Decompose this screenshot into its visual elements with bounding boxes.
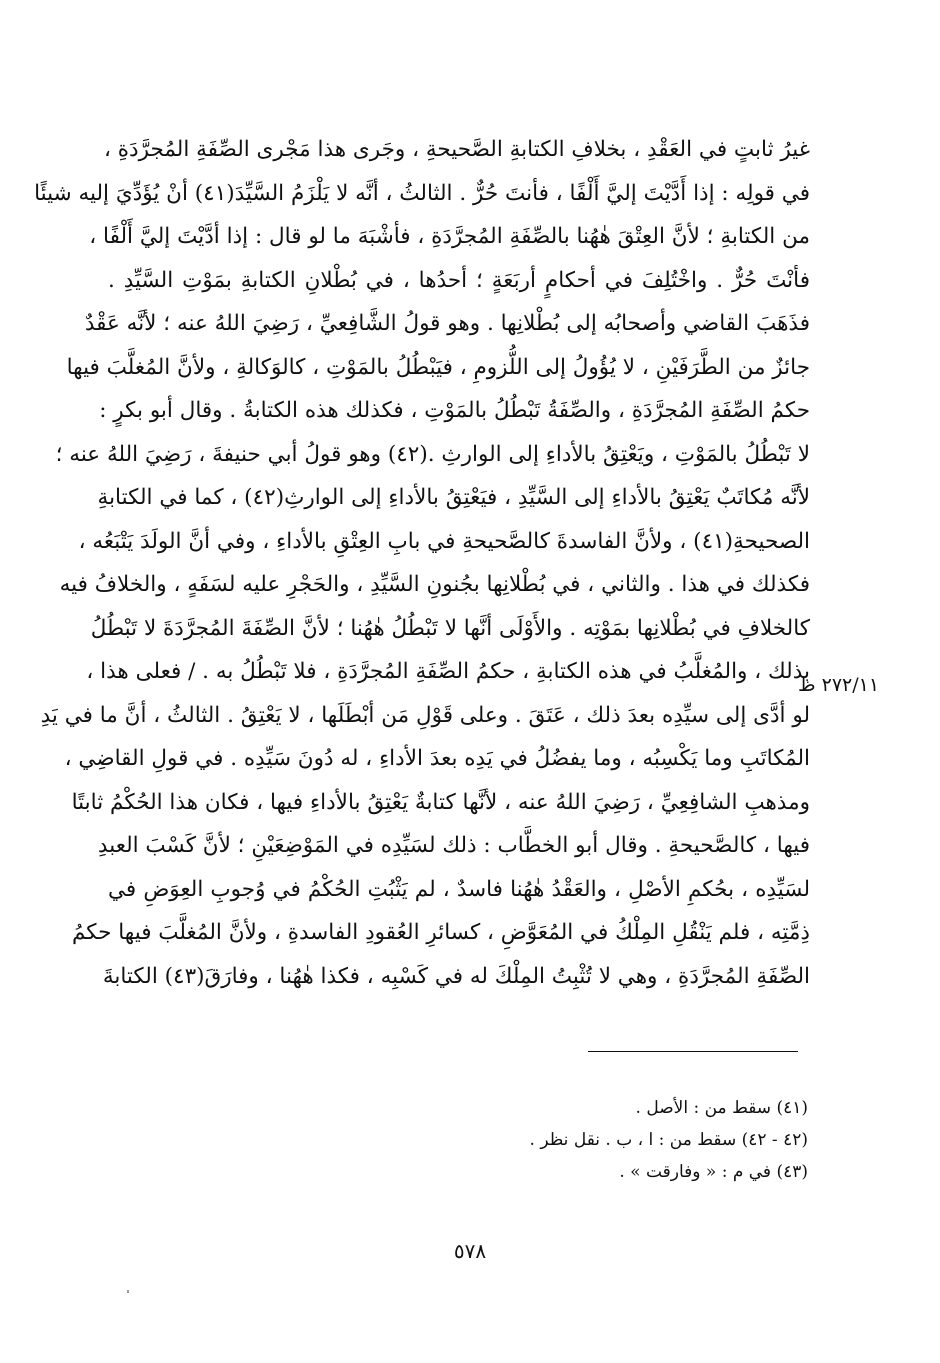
text-line: لأنَّه مُكاتَبٌ يَعْتِقُ بالأداءِ إلى السَّيِّدِ ، فيَعْتِقُ بالأداءِ إلى الوارثِ(٤٢) ، كما في الكتابةِ	[97, 485, 810, 510]
text-line: في قولِه : إذا أَدَّيْتَ إليَّ أَلْفًا ، فأنتَ حُرٌّ . الثالثُ ، أنَّه لا يَلْزَمُ السَّيِّدَ(٤١) أنْ يُؤَدِّيَ إليه شيئًا	[34, 180, 810, 206]
text-line: ومذهبِ الشافِعِيِّ ، رَضِيَ اللهُ عنه ، لأنَّها كتابةٌ يَعْتِقُ بالأداءِ فيها ، فكان هذا الحُكْمُ ثابتًا	[71, 789, 810, 815]
text-line: ذِمَّتِه ، فلم يَنْقُلِ المِلْكُ في المُعَوَّضِ ، كسائرِ العُقودِ الفاسدةِ ، ولأنَّ المُغلَّبَ فيها حكمُ	[71, 920, 810, 945]
text-line: لا تَبْطُلُ بالمَوْتِ ، ويَعْتِقُ بالأداءِ إلى الوارثِ .(٤٢) وهو قولُ أبي حنيفةَ ، رَضِيَ اللهُ عنه ؛	[55, 441, 810, 467]
footnote: (٤١) سقط من : الأصل .	[635, 1098, 808, 1118]
text-line: من الكتابةِ ؛ لأنَّ العِتْقَ هٰهُنا بالصِّفَةِ المُجرَّدَةِ ، فأشْبَهَ ما لو قال : إذا أدَّيْتَ إليَّ أَلْفًا ،	[89, 224, 810, 249]
text-line: كالخلافِ في بُطْلانِها بمَوْتِه . والأَوْلَى أنَّها لا تَبْطُلُ هٰهُنا ؛ لأنَّ الصِّفَةَ المُجرَّدَةَ لا تَبْطُلُ	[90, 615, 810, 641]
text-line: الصِّفَةِ المُجرَّدَةِ ، وهي لا تُثْبِتُ المِلْكَ له في كَسْبِه ، فكذا هٰهُنا ، وفارَقَ(٤٣) الكتابةَ	[102, 963, 810, 989]
text-line: جائزٌ من الطَّرَفَيْنِ ، لا يُؤُولُ إلى اللُّزومِ ، فيَبْطُلُ بالمَوْتِ ، كالوَكالةِ ، ولأنَّ المُغلَّبَ فيها	[66, 354, 810, 380]
text-line: فكذلك في هذا . والثاني ، في بُطْلانِها بجُنونِ السَّيِّدِ ، والحَجْرِ عليه لسَفَهٍ ، والخلافُ فيه	[59, 572, 810, 597]
footnote: (٤٢ - ٤٢) سقط من : ا ، ب . نقل نظر .	[529, 1130, 808, 1150]
text-line: لسَيِّدِه ، بحُكمِ الأصْلِ ، والعَقْدُ هٰهُنا فاسدٌ ، لم يَثْبُتِ الحُكْمُ في وُجوبِ العِوَضِ في	[108, 876, 810, 902]
margin-folio-reference: ٢٧٢/١١ ظ	[798, 674, 880, 696]
text-line: فذَهَبَ القاضي وأصحابُه إلى بُطْلانِها . وهو قولُ الشَّافِعيِّ ، رَضِيَ اللهُ عنه ؛ لأنَّه عَقْدٌ	[84, 311, 810, 336]
main-text-block	[34, 128, 810, 998]
text-line: حكمُ الصِّفَةِ المُجرَّدَةِ ، والصِّفَةُ تَبْطُلُ بالمَوْتِ ، فكذلك هذه الكتابةُ . وقال أبو بكرٍ :	[99, 398, 810, 423]
text-line: لو أدَّى إلى سيِّدِه بعدَ ذلك ، عَتَقَ . وعلى قَوْلِ مَن أبْطَلَها ، لا يَعْتِقُ . الثالثُ ، أنَّ ما في يَدِ	[40, 702, 810, 728]
scan-speck	[127, 1290, 129, 1293]
text-line: بذلك ، والمُغلَّبُ في هذه الكتابةِ ، حكمُ الصِّفَةِ المُجرَّدَةِ ، فلا تَبْطُلُ به . / فعلى هذا ،	[86, 659, 810, 684]
text-line: المُكاتَبِ وما يَكْسِبُه ، وما يفضُلُ في يَدِه بعدَ الأداءِ ، له دُونَ سَيِّدِه . في قولِ القاضِي ،	[64, 746, 810, 771]
text-line: فيها ، كالصَّحيحةِ . وقال أبو الخطَّاب : ذلك لسَيِّدِه في المَوْضِعَيْنِ ؛ لأنَّ كَسْبَ العبدِ	[97, 833, 810, 858]
footnote: (٤٣) في م : « وفارقت » .	[619, 1162, 808, 1182]
text-line: غيرُ ثابتٍ في العَقْدِ ، بخلافِ الكتابةِ الصَّحيحةِ ، وجَرى هذا مَجْرى الصِّفَةِ المُجرَّدَةِ ،	[104, 137, 810, 162]
footnote-separator	[588, 1051, 798, 1052]
footnotes-block	[380, 1092, 808, 1188]
text-line: فأنْتَ حُرٌّ . واخْتُلِفَ في أحكامٍ أربَعَةٍ ؛ أحدُها ، في بُطْلانِ الكتابةِ بمَوْتِ السَّيِّدِ .	[108, 267, 810, 293]
text-line: الصحيحةِ(٤١) ، ولأنَّ الفاسدةَ كالصَّحيحةِ في بابِ العِتْقِ بالأداءِ ، وفي أنَّ الولَدَ يَتْبَعُه ،	[78, 528, 810, 554]
page-number: ٥٧٨	[453, 1239, 487, 1263]
